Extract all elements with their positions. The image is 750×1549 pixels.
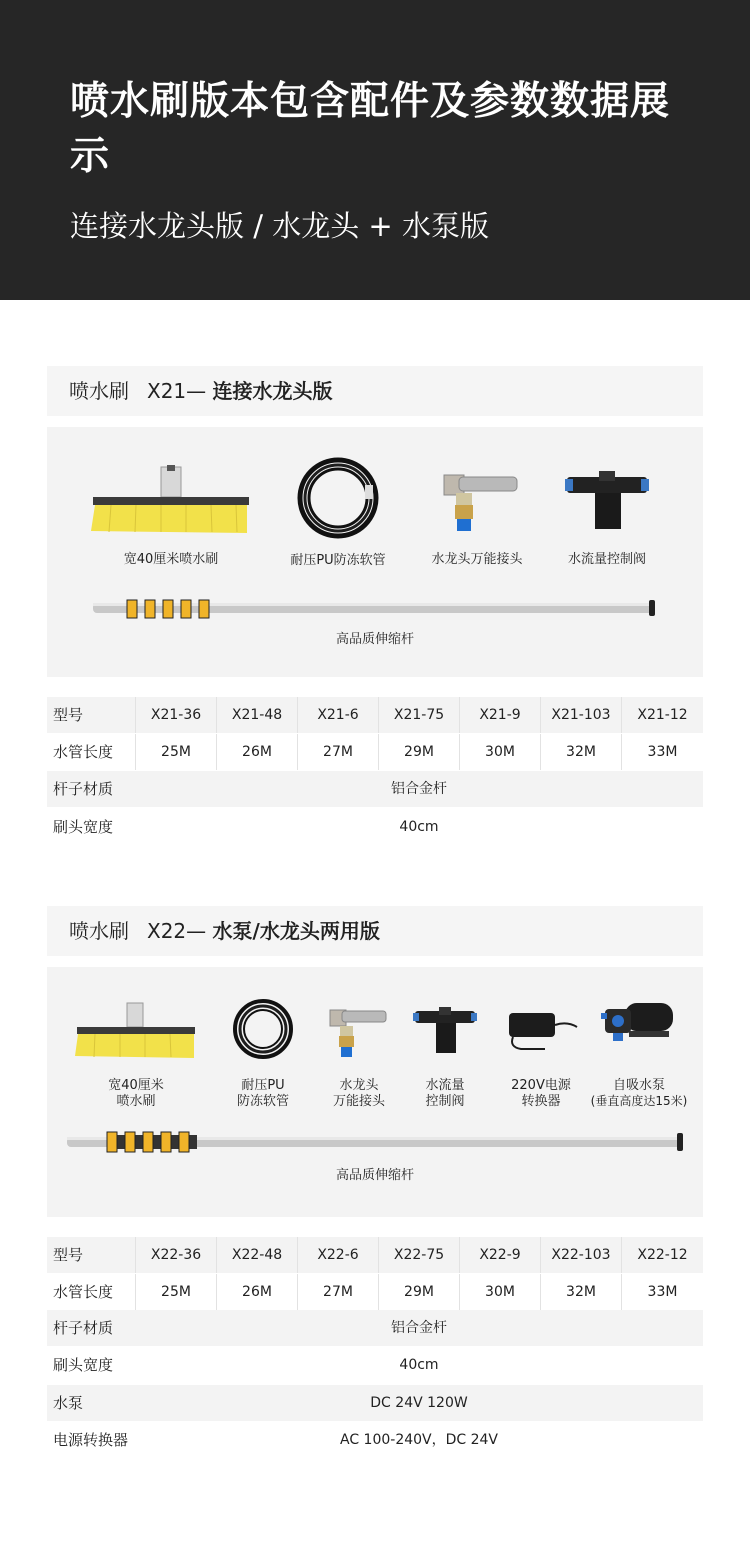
brush-image xyxy=(91,465,251,535)
spec-cell: 26M xyxy=(216,734,297,770)
hose-image xyxy=(295,455,381,541)
valve-image xyxy=(413,1005,477,1055)
spec-cell: 铝合金杆 xyxy=(391,1320,447,1336)
valve-label: 水流量控制阀 xyxy=(567,552,646,567)
spec-cell: 33M xyxy=(621,734,703,770)
pole-label: 高品质伸缩杆 xyxy=(335,1168,414,1183)
valve-label-line1: 水流量 xyxy=(425,1078,465,1093)
section2-parts-panel xyxy=(47,967,703,1217)
spec-cell: 33M xyxy=(621,1274,703,1310)
spec-row-pump xyxy=(47,1385,703,1421)
spec-cell: 27M xyxy=(297,734,378,770)
spec-cell: 27M xyxy=(297,1274,378,1310)
spec-cell: X21-48 xyxy=(216,697,297,733)
brush-label: 宽40厘米喷水刷 xyxy=(123,552,219,567)
connector-label-line1: 水龙头 xyxy=(339,1078,379,1093)
spec-row-material xyxy=(47,771,703,807)
pump-label-line2: (垂直高度达15米) xyxy=(590,1094,688,1108)
brush-image xyxy=(75,1001,197,1059)
section1-parts-panel xyxy=(47,427,703,677)
spec-label: 水管长度 xyxy=(53,743,114,761)
connector-label: 水龙头万能接头 xyxy=(431,552,523,567)
spec-cell: X21-103 xyxy=(540,697,621,733)
section1-title-prefix: 喷水刷 xyxy=(69,379,129,403)
connector-image xyxy=(439,469,519,535)
spec-cell: 25M xyxy=(135,1274,216,1310)
page-title: 喷水刷版本包含配件及参数数据展示 xyxy=(70,79,671,179)
spec-cell: X22-48 xyxy=(216,1237,297,1273)
spec-label: 刷头宽度 xyxy=(53,818,114,836)
spec-row-hose xyxy=(47,734,703,770)
spec-cell: X21-75 xyxy=(378,697,459,733)
spec-cell: 26M xyxy=(216,1274,297,1310)
header-banner xyxy=(0,0,750,300)
section1-spec-table xyxy=(47,697,703,847)
hose-label-line2: 防冻软管 xyxy=(236,1094,289,1109)
section2-title-prefix: 喷水刷 xyxy=(69,919,129,943)
spec-cell: X22-9 xyxy=(459,1237,540,1273)
pole-label: 高品质伸缩杆 xyxy=(335,632,414,647)
spec-label: 电源转换器 xyxy=(53,1431,129,1449)
spec-row-width xyxy=(47,809,703,845)
section2-title xyxy=(47,906,703,956)
pole-image xyxy=(93,597,659,623)
spec-row-hose xyxy=(47,1274,703,1310)
spec-label: 水管长度 xyxy=(53,1283,114,1301)
section1-title-bold: 连接水龙头版 xyxy=(212,379,333,403)
brush-label-line2: 喷水刷 xyxy=(116,1094,156,1109)
spec-label: 刷头宽度 xyxy=(53,1356,114,1374)
spec-cell: 25M xyxy=(135,734,216,770)
spec-cell: 30M xyxy=(459,734,540,770)
spec-cell: 30M xyxy=(459,1274,540,1310)
adapter-label-line1: 220V电源 xyxy=(511,1078,571,1093)
spec-cell: X21-6 xyxy=(297,697,378,733)
power-adapter-image xyxy=(505,1003,581,1053)
section2-spec-table xyxy=(47,1237,703,1467)
spec-cell: X22-75 xyxy=(378,1237,459,1273)
pump-label-line1: 自吸水泵 xyxy=(612,1078,665,1093)
spec-cell: 32M xyxy=(540,1274,621,1310)
spec-label: 杆子材质 xyxy=(53,780,114,798)
connector-image xyxy=(327,1005,387,1059)
hose-image xyxy=(231,997,295,1061)
spec-cell: AC 100-240V，DC 24V xyxy=(339,1432,499,1448)
spec-cell: X21-36 xyxy=(135,697,216,733)
spec-row-model xyxy=(47,697,703,733)
spec-row-adapter xyxy=(47,1422,703,1458)
spec-cell: X22-103 xyxy=(540,1237,621,1273)
spec-cell: 铝合金杆 xyxy=(391,781,447,797)
section2-title-model: X22— xyxy=(147,919,207,943)
spec-row-material xyxy=(47,1310,703,1346)
section2-title-bold: 水泵/水龙头两用版 xyxy=(212,919,380,943)
spec-label: 杆子材质 xyxy=(53,1319,114,1337)
spec-row-model xyxy=(47,1237,703,1273)
spec-row-width xyxy=(47,1347,703,1383)
spec-label: 型号 xyxy=(53,706,84,724)
spec-cell: 29M xyxy=(378,734,459,770)
pump-image xyxy=(599,997,677,1049)
section1-title xyxy=(47,366,703,416)
spec-label: 水泵 xyxy=(53,1394,84,1412)
spec-cell: 40cm xyxy=(399,1357,439,1373)
spec-cell: X22-12 xyxy=(621,1237,703,1273)
page-subtitle: 连接水龙头版 / 水龙头 + 水泵版 xyxy=(70,209,489,243)
spec-cell: 40cm xyxy=(399,819,439,835)
pole-image xyxy=(67,1130,687,1156)
hose-label-line1: 耐压PU xyxy=(241,1078,285,1093)
spec-cell: X21-12 xyxy=(621,697,703,733)
spec-cell: X21-9 xyxy=(459,697,540,733)
brush-label-line1: 宽40厘米 xyxy=(108,1078,164,1093)
spec-label: 型号 xyxy=(53,1246,84,1264)
section1-title-model: X21— xyxy=(147,379,207,403)
spec-cell: 32M xyxy=(540,734,621,770)
connector-label-line2: 万能接头 xyxy=(332,1094,385,1109)
spec-cell: DC 24V 120W xyxy=(370,1395,468,1411)
valve-label-line2: 控制阀 xyxy=(425,1094,465,1109)
adapter-label-line2: 转换器 xyxy=(521,1094,561,1109)
spec-cell: X22-36 xyxy=(135,1237,216,1273)
hose-label: 耐压PU防冻软管 xyxy=(290,553,386,568)
valve-image xyxy=(565,469,649,533)
spec-cell: 29M xyxy=(378,1274,459,1310)
spec-cell: X22-6 xyxy=(297,1237,378,1273)
